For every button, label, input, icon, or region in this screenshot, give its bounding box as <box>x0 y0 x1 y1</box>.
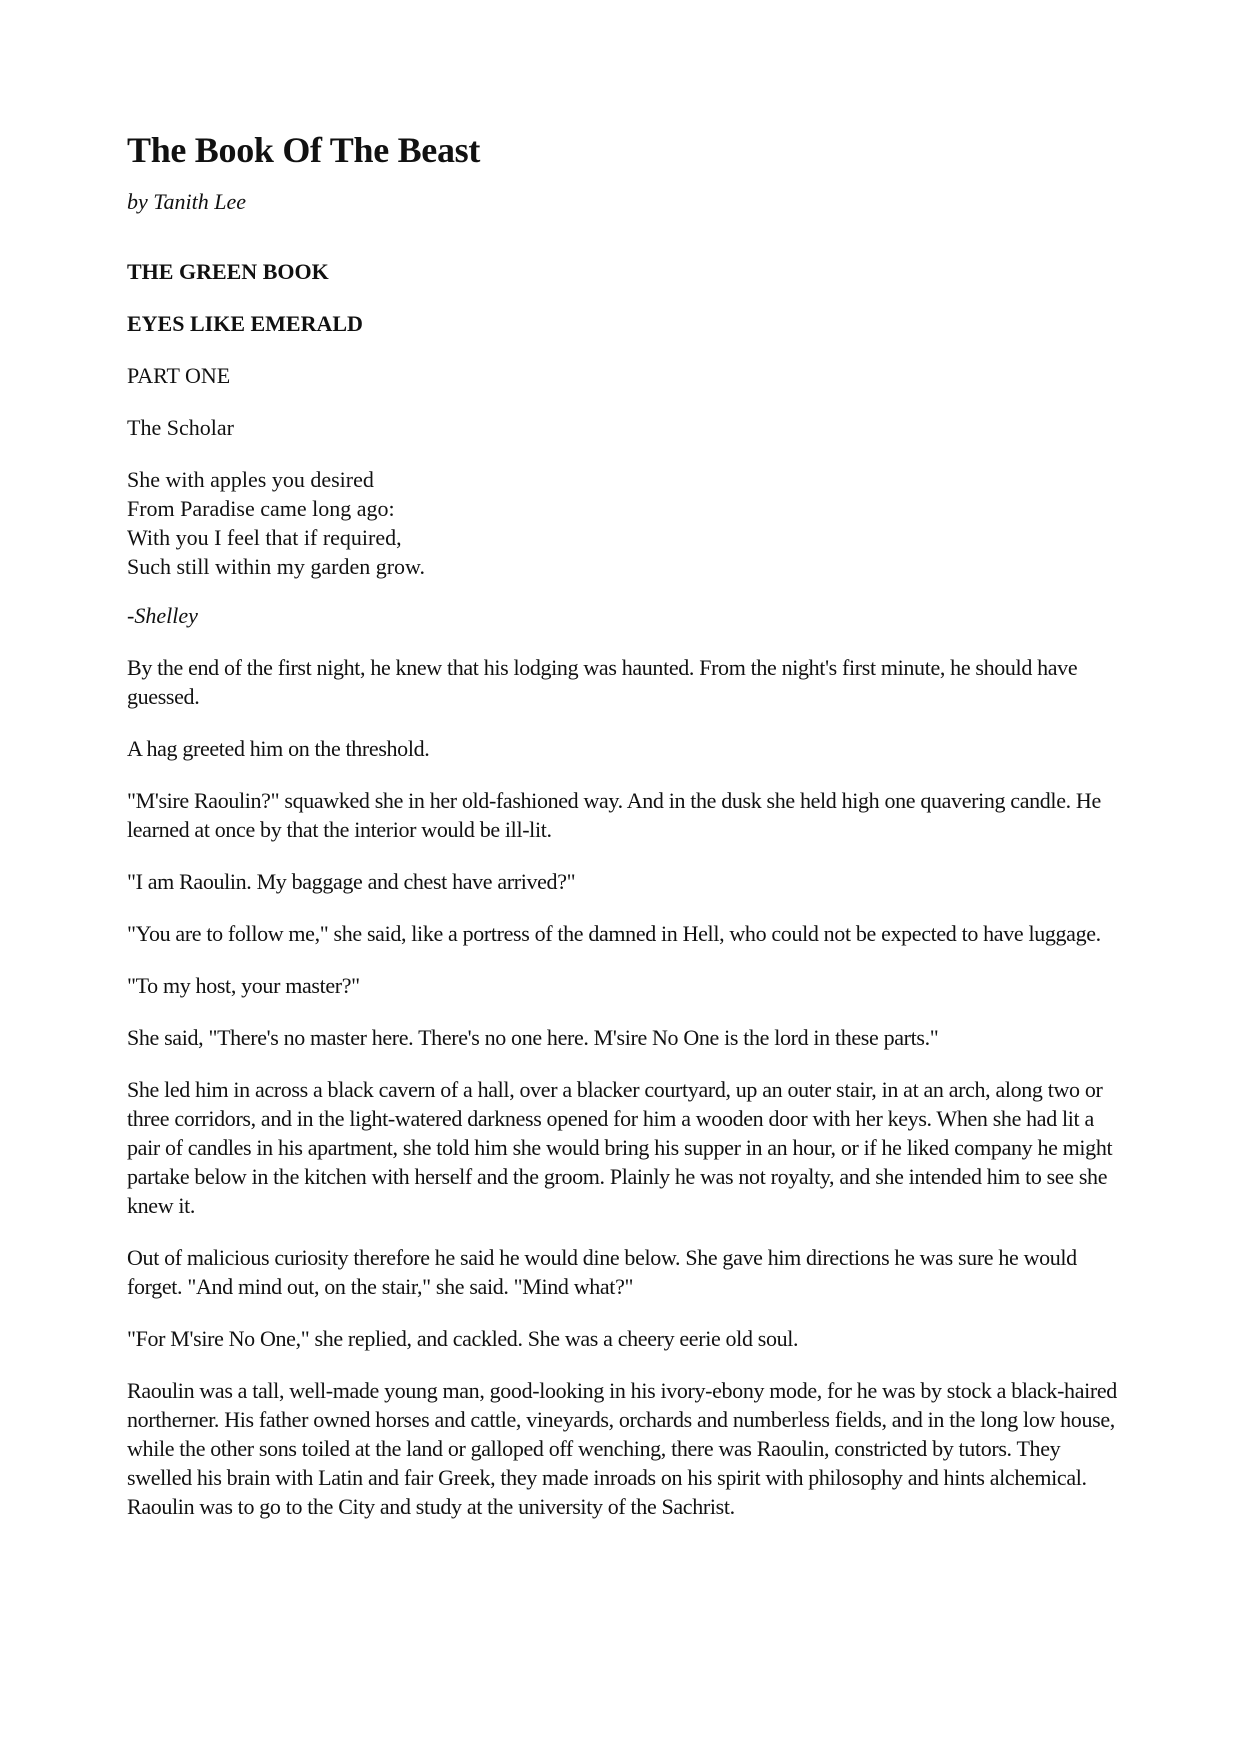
body-paragraph: "You are to follow me," she said, like a portress of the damned in Hell, who could not be expected to have luggage. <box>127 921 1101 946</box>
epigraph-line: From Paradise came long ago: <box>127 496 395 521</box>
author-line: by Tanith Lee <box>127 189 246 214</box>
chapter-heading: The Scholar <box>127 415 234 440</box>
epigraph <box>127 465 1127 581</box>
part-heading: PART ONE <box>127 363 231 388</box>
body-paragraph: "For M'sire No One," she replied, and cackled. She was a cheery eerie old soul. <box>127 1326 799 1351</box>
body-paragraph: "I am Raoulin. My baggage and chest have arrived?" <box>127 869 576 894</box>
epigraph-line: Such still within my garden grow. <box>127 554 425 579</box>
book-title: The Book Of The Beast <box>127 130 481 170</box>
body-paragraph: Out of malicious curiosity therefore he said he would dine below. She gave him directions he was sure he would forget. "And mind out, on the stair," she said. "Mind what?" <box>127 1245 1077 1299</box>
epigraph-line: With you I feel that if required, <box>127 525 402 550</box>
body-paragraph: She led him in across a black cavern of a hall, over a blacker courtyard, up an outer stair, in at an arch, along two or three corridors, and in the light-watered darkness opened for him a wooden door with her keys. When she had lit a pair of candles in his apartment, she told him she would bring his supper in an hour, or if he liked company he might partake below in the kitchen with herself and the groom. Plainly he was not royalty, and she intended him to see she knew it. <box>127 1077 1113 1218</box>
attribution-dash: - <box>127 603 135 628</box>
body-paragraph: "M'sire Raoulin?" squawked she in her old-fashioned way. And in the dusk she held high one quavering candle. He learned at once by that the interior would be ill-lit. <box>127 788 1101 842</box>
section-heading: EYES LIKE EMERALD <box>127 311 363 336</box>
body-paragraph: A hag greeted him on the threshold. <box>127 736 430 761</box>
epigraph-line: She with apples you desired <box>127 467 374 492</box>
book-heading: THE GREEN BOOK <box>127 259 329 284</box>
body-paragraph: She said, "There's no master here. There's no one here. M'sire No One is the lord in these parts." <box>127 1025 939 1050</box>
attribution-name: Shelley <box>134 603 198 628</box>
epigraph-attribution <box>127 601 1127 630</box>
document-page <box>127 118 1127 1544</box>
body-paragraph: By the end of the first night, he knew that his lodging was haunted. From the night's first minute, he should have guessed. <box>127 655 1078 709</box>
body-paragraph: Raoulin was a tall, well-made young man, good-looking in his ivory-ebony mode, for he was by stock a black-haired northerner. His father owned horses and cattle, vineyards, orchards and numberless fields, and in the long low house, while the other sons toiled at the land or galloped off wenching, there was Raoulin, constricted by tutors. They swelled his brain with Latin and fair Greek, they made inroads on his spirit with philosophy and hints alchemical. Raoulin was to go to the City and study at the university of the Sachrist. <box>127 1378 1117 1519</box>
body-paragraph: "To my host, your master?" <box>127 973 360 998</box>
